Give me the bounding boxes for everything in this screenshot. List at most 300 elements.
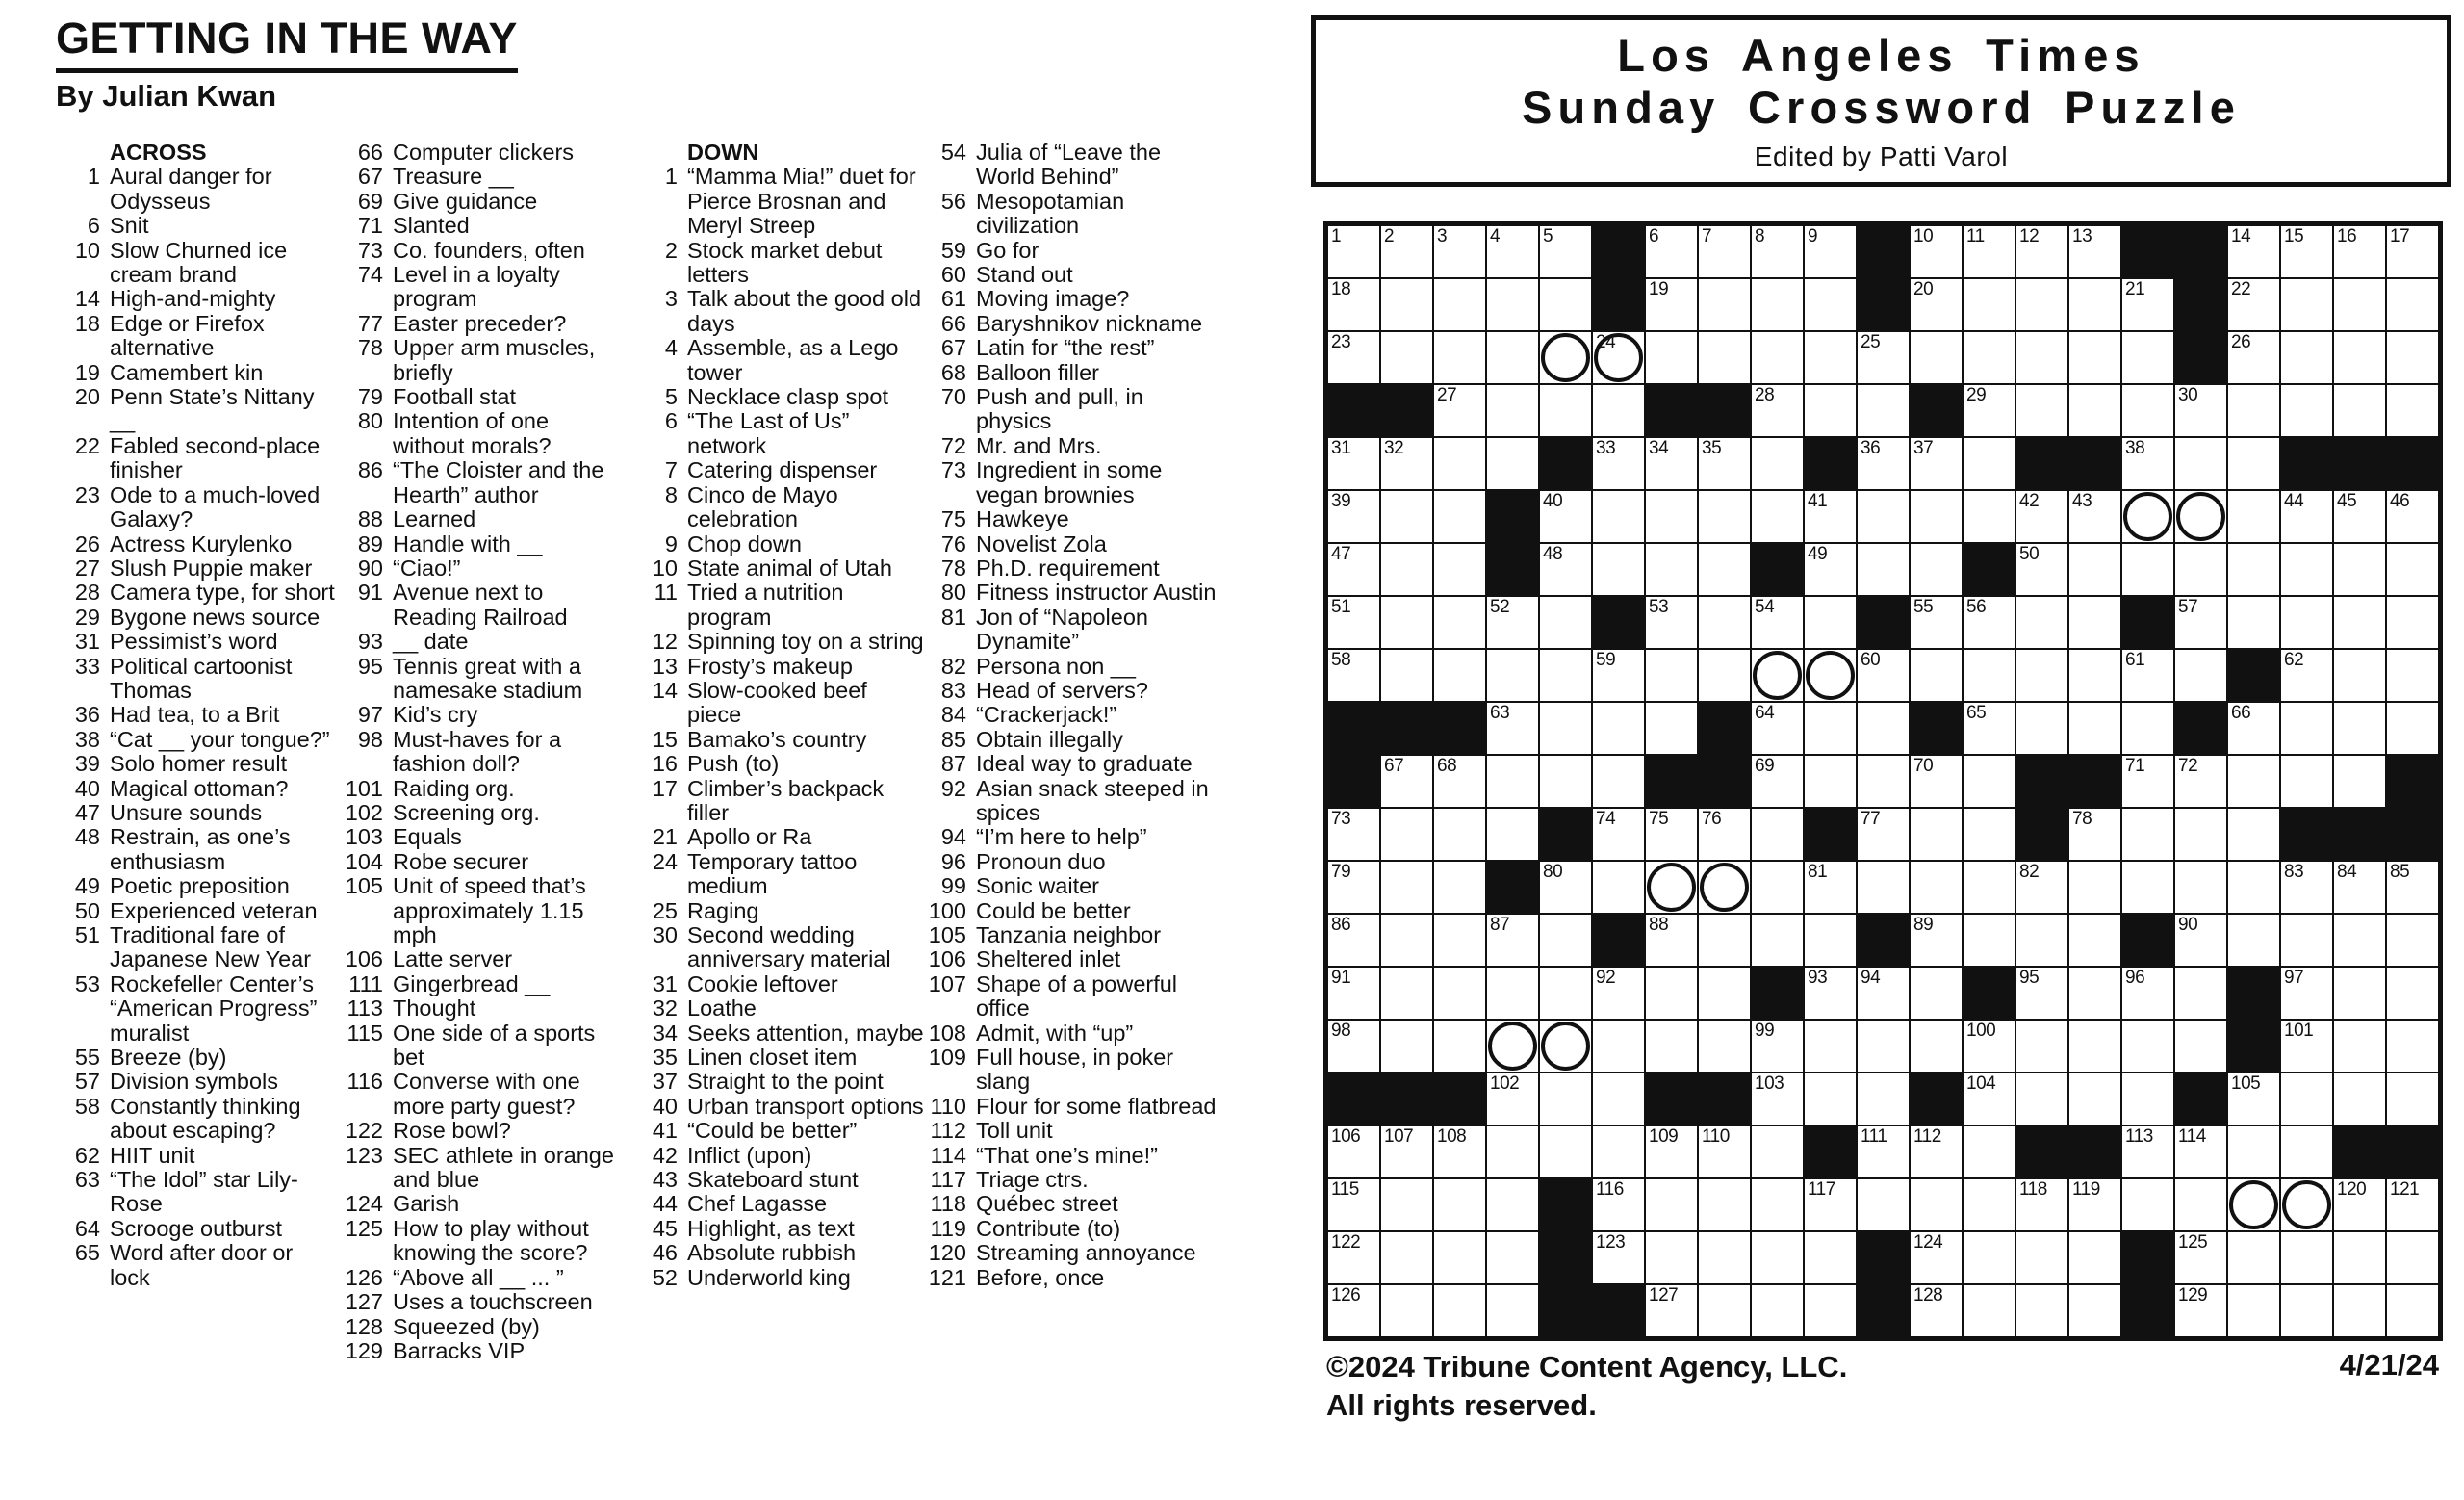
clue-number: 127 — [345, 1289, 383, 1315]
clue-item — [337, 1217, 626, 1266]
clue-item — [920, 312, 1219, 336]
clue-text: Ode to a much-loved Galaxy? — [110, 481, 321, 532]
clue-number: 69 — [357, 188, 383, 214]
grid-cell — [1539, 490, 1592, 543]
grid-cell — [1327, 1125, 1380, 1178]
clue-item — [631, 655, 924, 679]
clue-item — [920, 556, 1219, 581]
clue-number: 110 — [930, 1093, 966, 1119]
grid-cell — [2280, 967, 2333, 1020]
clue-number: 49 — [74, 873, 100, 899]
clue-item — [337, 850, 626, 874]
clue-number: 56 — [940, 188, 966, 214]
grid-cell — [1539, 967, 1592, 1020]
clue-number: 57 — [74, 1069, 100, 1095]
grid-cell — [2333, 755, 2386, 808]
grid-cell-number: 118 — [2019, 1179, 2047, 1200]
grid-cell — [2068, 702, 2121, 755]
grid-cell — [1433, 1284, 1486, 1337]
grid-cell-number: 115 — [1331, 1179, 1359, 1200]
grid-cell — [2121, 808, 2174, 861]
grid-cell — [1751, 1178, 1804, 1231]
grid-cell — [2174, 490, 2227, 543]
grid-cell — [1751, 1284, 1804, 1337]
grid-cell-number: 50 — [2019, 544, 2040, 564]
clue-text: Slow-cooked beef piece — [687, 677, 867, 728]
clue-item — [337, 263, 626, 312]
clue-number: 100 — [928, 897, 966, 923]
grid-cell — [2333, 596, 2386, 649]
grid-cell — [1433, 755, 1486, 808]
grid-cell — [1751, 1125, 1804, 1178]
grid-cell — [1433, 384, 1486, 437]
clue-text: Moving image? — [976, 286, 1130, 312]
grid-cell-number: 36 — [1861, 438, 1881, 458]
clue-number: 111 — [348, 970, 383, 996]
clue-item — [54, 1217, 337, 1241]
grid-cell-black — [2174, 225, 2227, 278]
clue-item — [920, 361, 1219, 385]
clue-item — [54, 1241, 337, 1290]
circled-square-marker — [2176, 492, 2225, 541]
grid-cell — [2121, 649, 2174, 702]
grid-cell — [2174, 808, 2227, 861]
clue-number: 24 — [652, 848, 678, 874]
grid-cell — [1380, 437, 1433, 490]
grid-cell — [2227, 278, 2280, 331]
clue-number: 14 — [652, 677, 678, 703]
grid-cell — [2227, 225, 2280, 278]
grid-cell-number: 55 — [1913, 597, 1934, 617]
clue-number: 78 — [357, 335, 383, 361]
grid-cell — [1433, 861, 1486, 914]
grid-cell-number: 26 — [2231, 332, 2251, 352]
clue-text: Triage ctrs. — [976, 1167, 1089, 1193]
clue-text: Garish — [393, 1191, 460, 1217]
grid-cell — [1380, 1284, 1433, 1337]
grid-cell — [2227, 1073, 2280, 1125]
grid-cell — [1539, 755, 1592, 808]
grid-cell-number: 21 — [2125, 279, 2145, 299]
grid-cell-number: 62 — [2284, 650, 2304, 670]
grid-cell-black — [2121, 1284, 2174, 1337]
grid-cell — [1963, 649, 2015, 702]
grid-cell — [1592, 967, 1645, 1020]
clue-number: 40 — [652, 1093, 678, 1119]
clue-text: Tried a nutrition program — [687, 580, 844, 630]
clue-item — [920, 507, 1219, 531]
clue-text: “The Cloister and the Hearth” author — [393, 457, 604, 507]
clue-item — [631, 899, 924, 923]
clue-item — [631, 581, 924, 630]
grid-cell-number: 126 — [1331, 1285, 1361, 1306]
clue-text: Penn State’s Nittany __ — [110, 384, 315, 434]
clue-item — [631, 1192, 924, 1216]
clue-item — [337, 1192, 626, 1216]
clue-number: 8 — [664, 481, 678, 507]
clue-number: 18 — [74, 310, 100, 336]
grid-cell — [1433, 331, 1486, 384]
clue-text: Underworld king — [687, 1264, 851, 1290]
grid-cell — [1592, 490, 1645, 543]
clue-number: 40 — [74, 775, 100, 801]
clue-item — [920, 1217, 1219, 1241]
clue-item — [631, 165, 924, 238]
grid-cell — [2121, 1178, 2174, 1231]
clue-text: Snit — [110, 213, 149, 239]
grid-cell — [1433, 596, 1486, 649]
grid-cell — [1645, 225, 1698, 278]
grid-cell-number: 89 — [1913, 915, 1934, 935]
grid-cell-number: 65 — [1966, 703, 1987, 723]
grid-cell — [2386, 914, 2439, 967]
grid-cell — [1910, 1231, 1963, 1284]
grid-cell — [1963, 702, 2015, 755]
clue-text: Québec street — [976, 1191, 1118, 1217]
grid-cell-black — [1963, 967, 2015, 1020]
grid-cell — [1327, 596, 1380, 649]
clue-text: Cookie leftover — [687, 970, 838, 996]
clue-text: SEC athlete in orange and blue — [393, 1142, 614, 1193]
clue-text: Kid’s cry — [393, 702, 478, 728]
clue-number: 65 — [74, 1240, 100, 1266]
clue-number: 52 — [652, 1264, 678, 1290]
grid-cell — [2015, 490, 2068, 543]
clue-text: Spinning toy on a string — [687, 629, 924, 655]
clue-number: 92 — [940, 775, 966, 801]
grid-cell — [1433, 1231, 1486, 1284]
clue-number: 84 — [940, 702, 966, 728]
grid-cell-number: 84 — [2337, 862, 2357, 882]
clue-text: Squeezed (by) — [393, 1313, 540, 1339]
clue-number: 76 — [940, 530, 966, 556]
grid-cell — [2121, 967, 2174, 1020]
grid-cell — [1592, 543, 1645, 596]
grid-cell — [1804, 755, 1857, 808]
grid-cell — [1539, 543, 1592, 596]
clue-number: 102 — [345, 799, 383, 825]
grid-cell — [1539, 596, 1592, 649]
clue-item — [337, 532, 626, 556]
grid-cell-number: 53 — [1649, 597, 1669, 617]
clue-number: 94 — [940, 824, 966, 850]
clue-item — [920, 239, 1219, 263]
clue-text: Co. founders, often — [393, 237, 585, 263]
clue-number: 117 — [930, 1167, 966, 1193]
clue-item — [631, 1070, 924, 1094]
grid-cell-number: 12 — [2019, 226, 2040, 246]
clue-number: 6 — [87, 213, 100, 239]
clue-item — [337, 556, 626, 581]
grid-cell-number: 24 — [1596, 332, 1616, 352]
grid-cell — [1963, 1073, 2015, 1125]
grid-cell — [1592, 702, 1645, 755]
clue-item — [54, 1168, 337, 1217]
clue-number: 75 — [940, 506, 966, 532]
grid-cell-number: 22 — [2231, 279, 2251, 299]
grid-cell-number: 72 — [2178, 756, 2198, 776]
grid-cell — [1751, 278, 1804, 331]
clue-item — [54, 728, 337, 752]
grid-cell — [1645, 808, 1698, 861]
grid-cell — [1804, 225, 1857, 278]
grid-cell-black — [2333, 1125, 2386, 1178]
grid-cell — [1804, 490, 1857, 543]
grid-cell-black — [2227, 1020, 2280, 1073]
clue-text: Toll unit — [976, 1118, 1053, 1144]
clue-text: Obtain illegally — [976, 726, 1123, 752]
clue-item — [920, 899, 1219, 923]
clue-item — [337, 801, 626, 825]
grid-cell — [1910, 808, 1963, 861]
clue-text: Treasure __ — [393, 164, 514, 190]
grid-cell — [2386, 1178, 2439, 1231]
clue-item — [337, 409, 626, 458]
grid-cell — [2280, 596, 2333, 649]
clue-text: Aural danger for Odysseus — [110, 164, 272, 214]
grid-cell — [1857, 1020, 1910, 1073]
grid-cell — [1698, 861, 1751, 914]
clue-text: Slow Churned ice cream brand — [110, 237, 288, 288]
header-line-1: Los Angeles Times — [1617, 29, 2145, 81]
grid-cell — [1327, 490, 1380, 543]
clue-item — [337, 874, 626, 947]
grid-cell — [1539, 861, 1592, 914]
grid-cell — [1857, 649, 1910, 702]
clue-item — [631, 996, 924, 1021]
grid-cell — [2280, 914, 2333, 967]
clue-item — [920, 777, 1219, 826]
grid-cell-number: 87 — [1490, 915, 1510, 935]
grid-cell-number: 35 — [1702, 438, 1722, 458]
grid-cell-black — [1592, 1284, 1645, 1337]
clue-number: 34 — [652, 1020, 678, 1046]
grid-cell — [2386, 702, 2439, 755]
grid-cell — [1698, 278, 1751, 331]
grid-cell — [1698, 914, 1751, 967]
clue-text: Novelist Zola — [976, 530, 1107, 556]
grid-cell — [1645, 437, 1698, 490]
grid-cell-number: 122 — [1331, 1232, 1361, 1253]
grid-cell-number: 67 — [1384, 756, 1404, 776]
grid-cell — [2174, 1284, 2227, 1337]
grid-cell-number: 18 — [1331, 279, 1351, 299]
grid-cell-number: 85 — [2390, 862, 2410, 882]
grid-cell — [2068, 225, 2121, 278]
grid-cell — [2174, 649, 2227, 702]
clue-item — [631, 1168, 924, 1192]
grid-cell — [2068, 649, 2121, 702]
clue-item — [54, 1070, 337, 1094]
grid-cell — [2280, 1284, 2333, 1337]
grid-cell-number: 25 — [1861, 332, 1881, 352]
grid-cell — [2174, 384, 2227, 437]
grid-cell-number: 112 — [1913, 1126, 1941, 1147]
grid-cell — [1592, 1178, 1645, 1231]
grid-cell — [1751, 1231, 1804, 1284]
grid-cell-number: 120 — [2337, 1179, 2367, 1200]
clue-text: Raiding org. — [393, 775, 515, 801]
grid-cell — [2280, 1073, 2333, 1125]
grid-cell-black — [1804, 1125, 1857, 1178]
clue-item — [920, 385, 1219, 434]
clue-number: 13 — [652, 653, 678, 679]
clue-number: 121 — [928, 1264, 966, 1290]
grid-cell — [2068, 1178, 2121, 1231]
clue-item — [54, 801, 337, 825]
grid-cell-number: 98 — [1331, 1021, 1351, 1041]
clue-text: Balloon filler — [976, 359, 1100, 385]
grid-cell — [2121, 755, 2174, 808]
clue-text: Computer clickers — [393, 140, 575, 165]
clue-item — [337, 581, 626, 630]
grid-cell-number: 10 — [1913, 226, 1934, 246]
clue-text: Slush Puppie maker — [110, 555, 313, 581]
grid-cell — [1380, 596, 1433, 649]
clue-text: Ideal way to graduate — [976, 751, 1193, 777]
grid-cell — [1857, 331, 1910, 384]
grid-cell — [1486, 384, 1539, 437]
grid-cell — [2015, 596, 2068, 649]
grid-cell-black — [1645, 1073, 1698, 1125]
grid-cell — [1645, 596, 1698, 649]
grid-cell — [1698, 1178, 1751, 1231]
grid-cell-number: 30 — [2178, 385, 2198, 405]
grid-cell — [1539, 649, 1592, 702]
clue-item — [337, 825, 626, 849]
grid-cell-number: 45 — [2337, 491, 2357, 511]
clue-text: How to play without knowing the score? — [393, 1215, 589, 1266]
clue-number: 119 — [930, 1215, 966, 1241]
grid-cell — [2280, 702, 2333, 755]
clue-text: Persona non __ — [976, 653, 1136, 679]
grid-cell — [1380, 967, 1433, 1020]
clue-item — [920, 752, 1219, 776]
grid-cell-black — [2386, 1125, 2439, 1178]
grid-cell — [1751, 437, 1804, 490]
grid-cell — [1698, 808, 1751, 861]
grid-cell — [2174, 543, 2227, 596]
grid-cell — [1327, 967, 1380, 1020]
grid-cell — [1910, 1125, 1963, 1178]
grid-cell-number: 57 — [2178, 597, 2198, 617]
grid-cell — [2333, 1178, 2386, 1231]
grid-cell — [2015, 331, 2068, 384]
grid-cell — [2174, 967, 2227, 1020]
grid-cell-number: 64 — [1755, 703, 1775, 723]
grid-cell — [1751, 702, 1804, 755]
grid-cell-number: 13 — [2072, 226, 2092, 246]
grid-cell — [2280, 331, 2333, 384]
clue-item — [54, 825, 337, 874]
clue-item — [631, 1095, 924, 1119]
grid-cell — [2015, 225, 2068, 278]
clue-item — [54, 899, 337, 923]
clue-text: “The Last of Us” network — [687, 408, 850, 458]
grid-cell — [2227, 490, 2280, 543]
grid-cell-number: 82 — [2019, 862, 2040, 882]
grid-cell — [1804, 384, 1857, 437]
grid-cell — [1963, 1178, 2015, 1231]
grid-cell — [1433, 1178, 1486, 1231]
clue-item — [54, 532, 337, 556]
clue-text: Scrooge outburst — [110, 1215, 282, 1241]
clue-number: 112 — [930, 1118, 966, 1144]
clue-item — [631, 679, 924, 728]
grid-cell-number: 75 — [1649, 809, 1669, 829]
grid-cell — [2386, 1073, 2439, 1125]
grid-cell — [1751, 1020, 1804, 1073]
clue-text: “The Idol” star Lily-Rose — [110, 1167, 298, 1217]
byline: By Julian Kwan — [56, 79, 277, 113]
clue-number: 31 — [74, 629, 100, 655]
clue-number: 3 — [664, 286, 678, 312]
grid-cell — [2068, 1073, 2121, 1125]
grid-cell — [1539, 1073, 1592, 1125]
grid-cell-number: 66 — [2231, 703, 2251, 723]
clue-text: Raging — [687, 897, 759, 923]
clue-number: 10 — [74, 237, 100, 263]
clue-number: 122 — [345, 1118, 383, 1144]
grid-cell — [2015, 1231, 2068, 1284]
grid-cell — [1592, 1073, 1645, 1125]
grid-cell — [1963, 1020, 2015, 1073]
clue-text: Experienced veteran — [110, 897, 318, 923]
grid-cell — [2333, 384, 2386, 437]
grid-cell — [2015, 702, 2068, 755]
clue-text: Traditional fare of Japanese New Year — [110, 922, 312, 972]
clue-item — [920, 532, 1219, 556]
grid-cell-number: 56 — [1966, 597, 1987, 617]
grid-cell — [2280, 278, 2333, 331]
clue-number: 74 — [357, 262, 383, 288]
grid-cell — [2227, 437, 2280, 490]
grid-cell — [2015, 861, 2068, 914]
clue-text: Unit of speed that’s approximately 1.15 mph — [393, 873, 586, 947]
clue-number: 5 — [664, 384, 678, 410]
grid-cell — [1910, 914, 1963, 967]
grid-cell-black — [2386, 808, 2439, 861]
clue-item — [337, 458, 626, 507]
grid-cell — [1698, 649, 1751, 702]
grid-cell — [1804, 543, 1857, 596]
grid-cell — [2015, 1073, 2068, 1125]
clue-number: 79 — [357, 384, 383, 410]
copyright-line-1: ©2024 Tribune Content Agency, LLC. — [1326, 1350, 1848, 1384]
grid-cell — [1380, 490, 1433, 543]
clue-text: Edge or Firefox alternative — [110, 310, 265, 361]
grid-cell — [2386, 861, 2439, 914]
clue-text: Gingerbread __ — [393, 970, 551, 996]
grid-cell-number: 92 — [1596, 968, 1616, 988]
grid-cell-number: 80 — [1543, 862, 1563, 882]
grid-cell — [1327, 1284, 1380, 1337]
grid-cell — [1857, 1178, 1910, 1231]
grid-cell — [1645, 331, 1698, 384]
clue-number: 42 — [652, 1142, 678, 1168]
grid-cell-black — [2174, 331, 2227, 384]
clue-item — [54, 287, 337, 311]
clue-text: Avenue next to Reading Railroad — [393, 580, 568, 630]
clue-item — [920, 1144, 1219, 1168]
grid-cell-number: 7 — [1702, 226, 1712, 246]
grid-cell-number: 2 — [1384, 226, 1395, 246]
clue-item — [920, 434, 1219, 458]
grid-cell-black — [1698, 384, 1751, 437]
grid-cell — [2333, 543, 2386, 596]
grid-cell — [2121, 1125, 2174, 1178]
grid-cell — [2121, 1073, 2174, 1125]
